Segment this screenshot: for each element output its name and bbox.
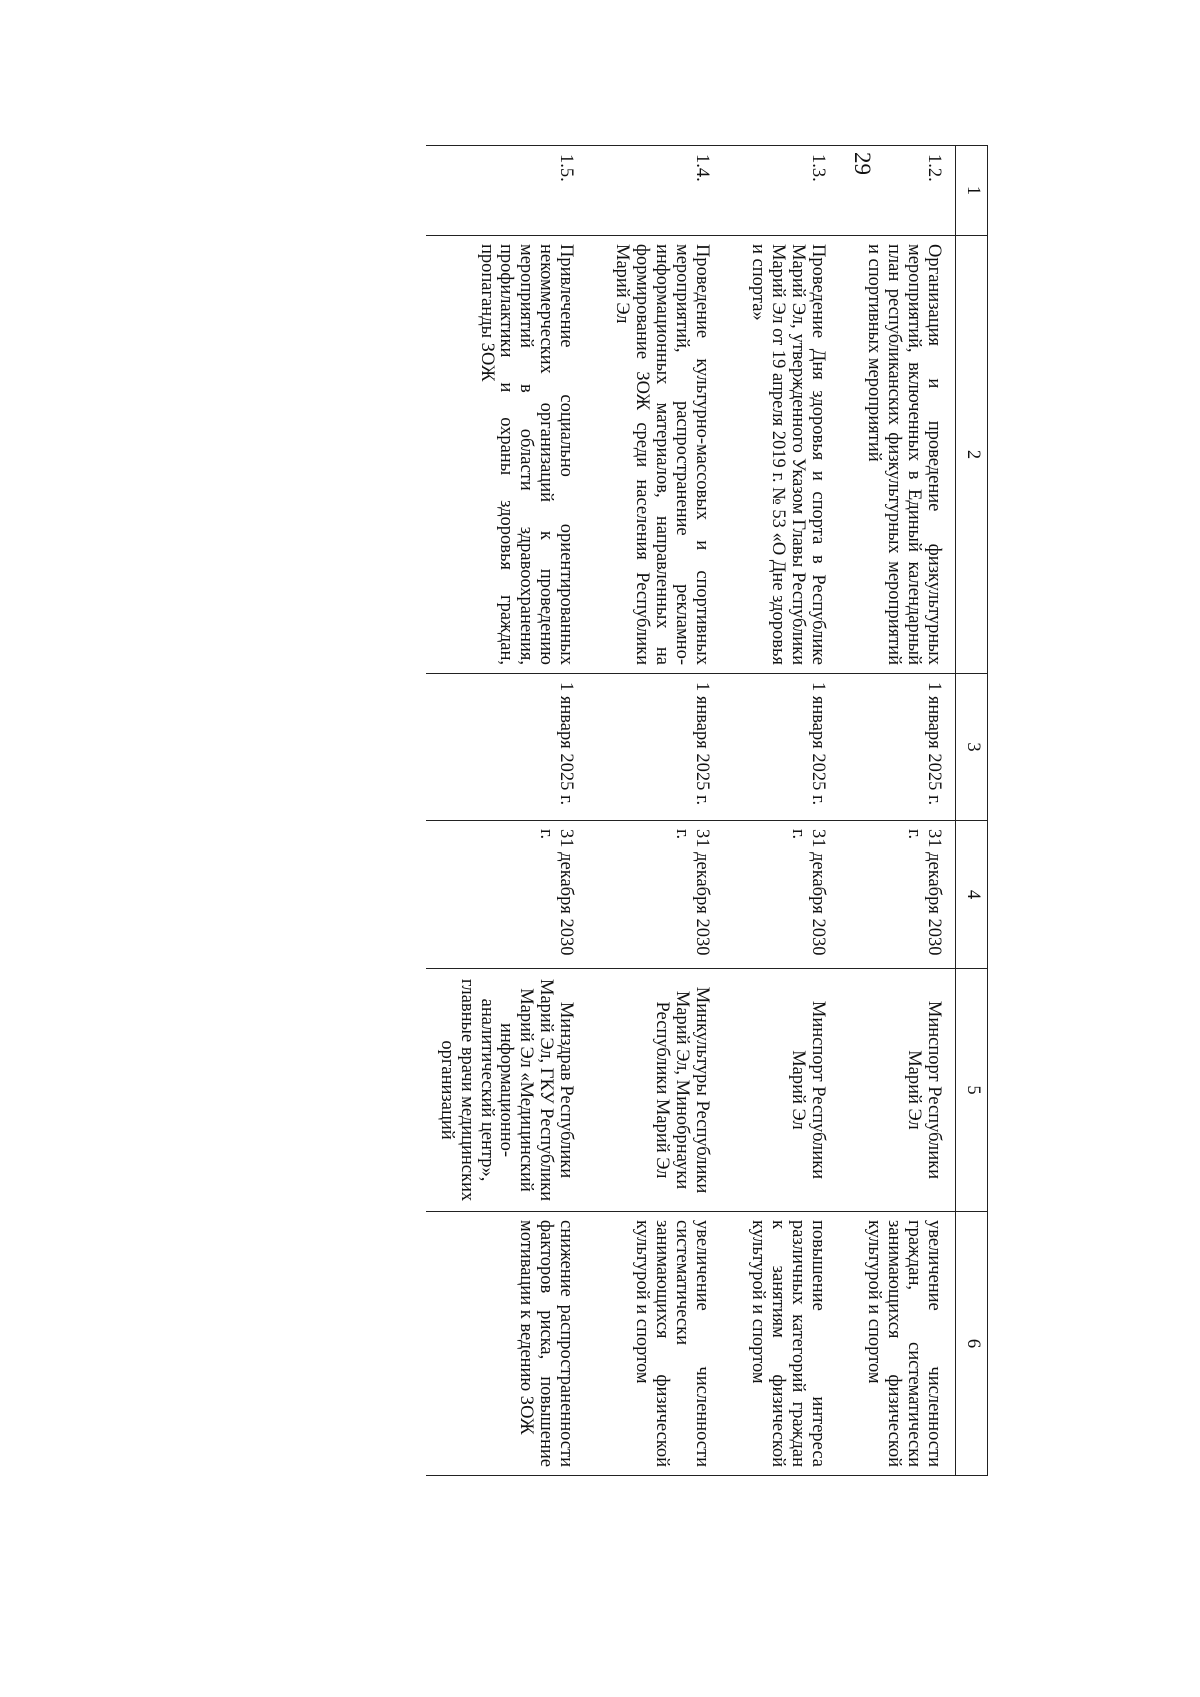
- header-col-5: 5: [956, 969, 988, 1212]
- row-end-date: 31 декабря 2030 г.: [426, 821, 588, 969]
- header-col-3: 3: [956, 674, 988, 821]
- row-number: 1.2.: [839, 146, 955, 236]
- row-start-date: 1 января 2025 г.: [839, 674, 955, 821]
- row-action: Привлечение социально ориентированных некоммерческих организаций к проведению мероприятий в области здравоохранения, профилактики и охраны здоровья граждан, пропаганды ЗОЖ: [426, 236, 588, 674]
- row-result: увеличение численности граждан, систематически занимающихся физической культурой и спортом: [839, 1212, 955, 1476]
- row-result: повышение интереса различных категорий граждан к занятиям физической культурой и спортом: [723, 1212, 839, 1476]
- row-end-date: 31 декабря 2030 г.: [839, 821, 955, 969]
- row-responsible: Минспорт Республики Марий Эл: [723, 969, 839, 1212]
- row-number: 1.3.: [723, 146, 839, 236]
- row-responsible: Минздрав Республики Марий Эл, ГКУ Республики Марий Эл «Медицинский информационно-аналитический центр», главные врачи медицинских организаций: [426, 969, 588, 1212]
- row-number: 1.4.: [587, 146, 723, 236]
- row-end-date: 31 декабря 2030 г.: [587, 821, 723, 969]
- row-action: Организация и проведение физкультурных мероприятий, включенных в Единый календарный план республиканских физкультурных мероприятий и спортивных мероприятий: [839, 236, 955, 674]
- header-col-4: 4: [956, 821, 988, 969]
- row-start-date: 1 января 2025 г.: [426, 674, 588, 821]
- table-row: [839, 146, 955, 1476]
- row-responsible: Минспорт Республики Марий Эл: [839, 969, 955, 1212]
- row-result: снижение распространенности факторов риска, повышение мотивации к ведению ЗОЖ: [426, 1212, 588, 1476]
- row-start-date: 1 января 2025 г.: [587, 674, 723, 821]
- header-col-2: 2: [956, 236, 988, 674]
- table-row: [587, 146, 723, 1476]
- row-responsible: Минкультуры Республики Марий Эл, Минобрнауки Республики Марий Эл: [587, 969, 723, 1212]
- header-col-1: 1: [956, 146, 988, 236]
- row-action: Проведение Дня здоровья и спорта в Республике Марий Эл, утвержденного Указом Главы Республики Марий Эл от 19 апреля 2019 г. № 53 «О Дне здоровья и спорта»: [723, 236, 839, 674]
- page-number: 29: [850, 152, 875, 175]
- row-end-date: 31 декабря 2030 г.: [723, 821, 839, 969]
- header-col-6: 6: [956, 1212, 988, 1476]
- row-number: 1.5.: [426, 146, 588, 236]
- row-start-date: 1 января 2025 г.: [723, 674, 839, 821]
- row-result: увеличение численности систематически занимающихся физической культурой и спортом: [587, 1212, 723, 1476]
- measures-table: [426, 145, 988, 1476]
- table-row: [723, 146, 839, 1476]
- table-row: [426, 146, 588, 1476]
- row-action: Проведение культурно-массовых и спортивных мероприятий, распространение рекламно-информационных материалов, направленных на формирование ЗОЖ среди населения Республики Марий Эл: [587, 236, 723, 674]
- header-row: [956, 146, 988, 1476]
- rotated-table-container: [238, 145, 988, 1475]
